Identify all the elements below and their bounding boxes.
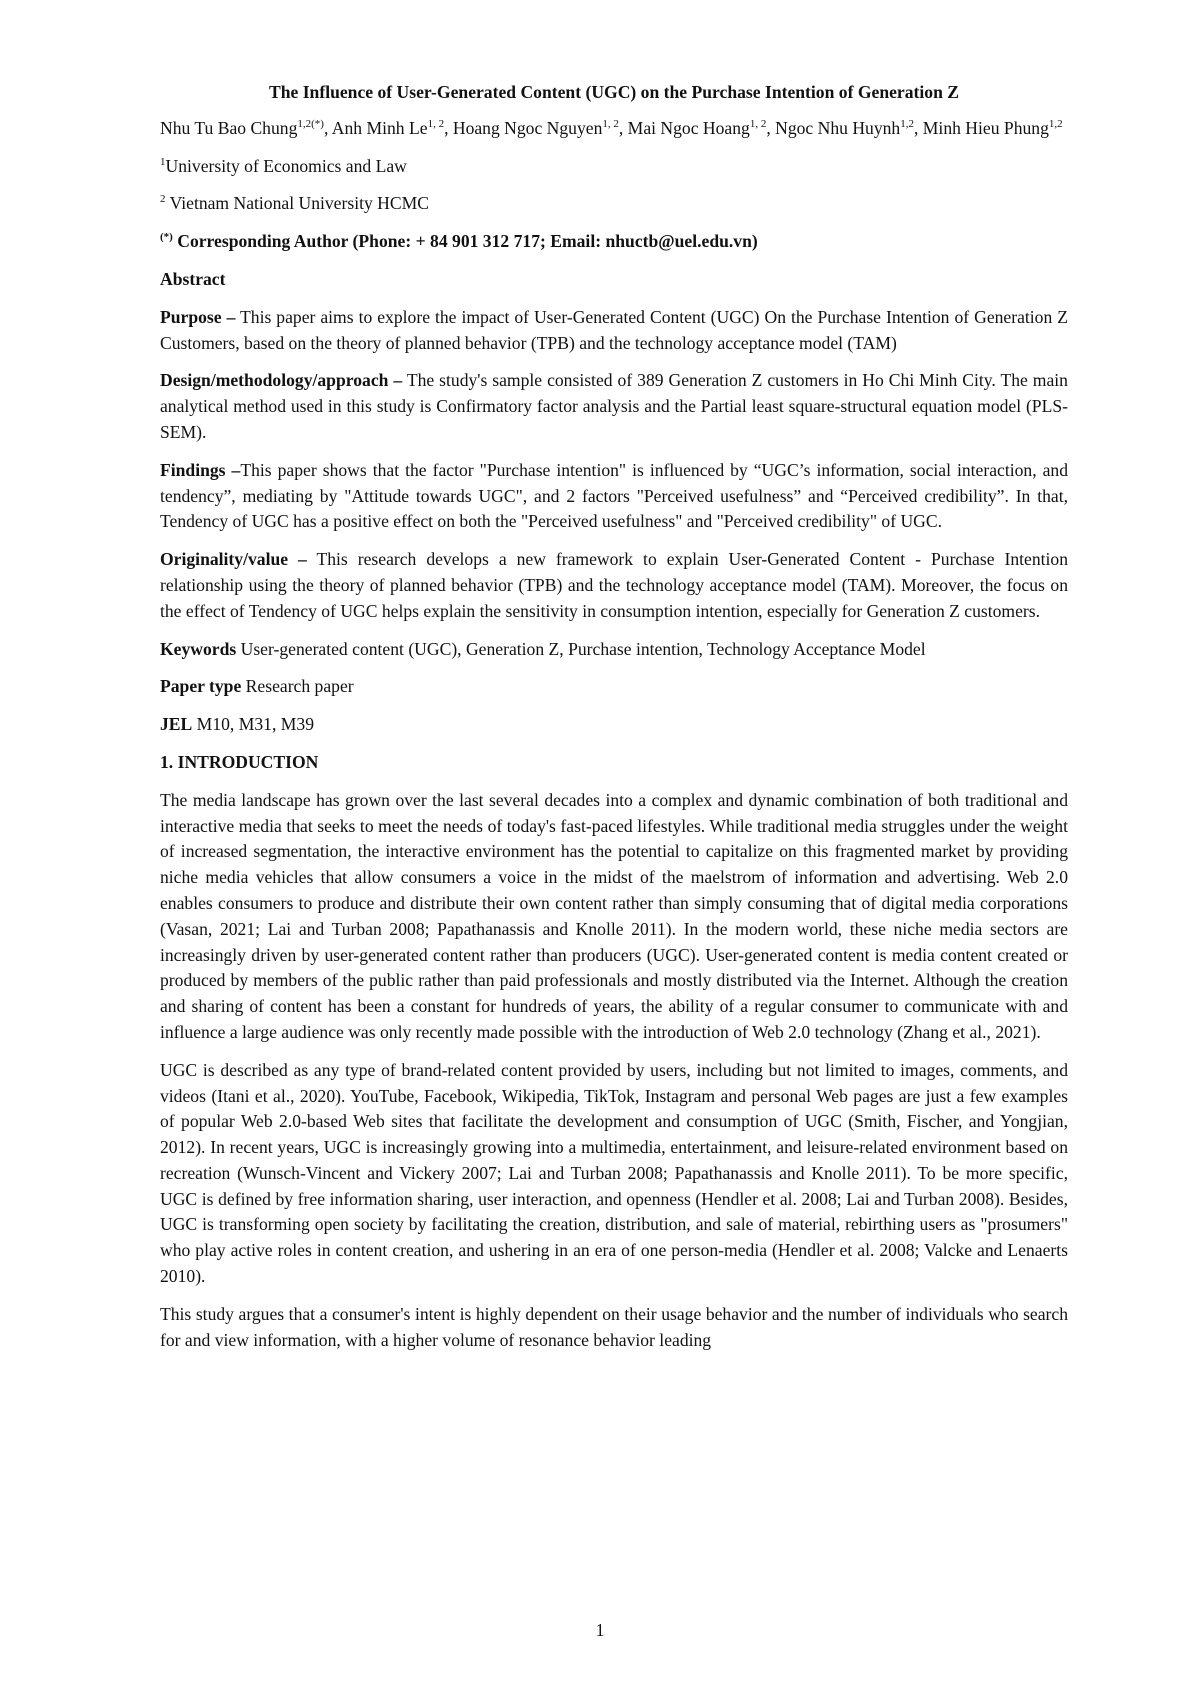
affiliation-mark: 1 xyxy=(160,155,166,168)
originality-label: Originality/value – xyxy=(160,549,307,570)
keywords-label: Keywords xyxy=(160,638,237,659)
author-list: Nhu Tu Bao Chung$^{1,2(*)}$, Anh Minh Le$^{1, 2}$, Hoang Ngoc Nguyen$^{1, 2}$, Mai Ngoc Hoang$^{1, 2}$, Ngoc Nhu Huynh$^{1,2}$, Minh Hieu Phung$^{1,2}$ xyxy=(160,117,1063,138)
author-name: Minh Hieu Phung xyxy=(922,117,1049,138)
section-heading-introduction: 1. INTRODUCTION xyxy=(160,751,319,772)
paper-type-text: Research paper xyxy=(241,676,354,697)
author-name: Mai Ngoc Hoang xyxy=(627,117,750,138)
author-name: Hoang Ngoc Nguyen xyxy=(452,117,603,138)
body-paragraph: UGC is described as any type of brand-related content provided by users, including but not limited to images, comments, and videos (Itani et al., 2020). YouTube, Facebook, Wikipedia, TikTok, Instagram and personal Web pages are just a few examples of popular Web 2.0-based Web sites that facilitate the development and consumption of UGC (Smith, Fischer, and Yongjian, 2012). In recent years, UGC is increasingly growing into a multimedia, entertainment, and leisure-related environment based on recreation (Wunsch-Vincent and Vickery 2007; Lai and Turban 2008; Papathanassis and Knolle 2011). To be more specific, UGC is defined by free information sharing, user interaction, and openness (Hendler et al. 2008; Lai and Turban 2008). Besides, UGC is transforming open society by facilitating the creation, distribution, and sale of material, rebirthing users as "prosumers" who play active roles in content creation, and ushering in an era of one person-media (Hendler et al. 2008; Valcke and Lenaerts 2010). xyxy=(160,1059,1068,1287)
page-number: 1 xyxy=(595,1620,605,1640)
author-affiliation-mark: 1, 2 xyxy=(602,117,619,130)
abstract-keywords xyxy=(160,637,1068,663)
body-paragraph: This study argues that a consumer's intent is highly dependent on their usage behavior and the number of individuals who search for and view information, with a higher volume of resonance behavior leading xyxy=(160,1303,1068,1350)
corresponding-author xyxy=(160,229,1068,255)
author-affiliation-mark: 1,2(*) xyxy=(297,117,324,130)
body-paragraph: The media landscape has grown over the last several decades into a complex and dynamic combination of both traditional and interactive media that seeks to meet the needs of today's fast-paced lifestyles. While traditional media struggles under the weight of increased segmentation, the interactive environment has the potential to capitalize on this fragmented market by providing niche media vehicles that allow consumers a voice in the midst of the maelstrom of information and advertising. Web 2.0 enables consumers to produce and distribute their own content rather than simply consuming that of digital media corporations (Vasan, 2021; Lai and Turban 2008; Papathanassis and Knolle 2011). In the modern world, these niche media sectors are increasingly driven by user-generated content rather than producers (UGC). User-generated content is media content created or produced by members of the public rather than paid professionals and mostly distributed via the Internet. Although the creation and sharing of content has been a constant for hundreds of years, the ability of a regular consumer to communicate with and influence a large audience was only recently made possible with the introduction of Web 2.0 technology (Zhang et al., 2021). xyxy=(160,789,1068,1042)
purpose-text: This paper aims to explore the impact of User-Generated Content (UGC) On the Purchase Intention of Generation Z Customers, based on the theory of planned behavior (TPB) and the technology acceptance model (TAM) xyxy=(160,306,1068,353)
author-name: Ngoc Nhu Huynh xyxy=(775,117,901,138)
design-label: Design/methodology/approach – xyxy=(160,370,403,391)
corresponding-mark: (*) xyxy=(160,231,173,244)
abstract-heading: Abstract xyxy=(160,268,226,289)
paper-title: The Influence of User-Generated Content (UGC) on the Purchase Intention of Generation Z xyxy=(268,82,959,102)
author-affiliation-mark: 1, 2 xyxy=(427,117,445,130)
jel-text: M10, M31, M39 xyxy=(192,714,314,735)
abstract-purpose xyxy=(160,305,1068,357)
abstract-findings xyxy=(160,458,1068,535)
findings-text: This paper shows that the factor "Purchase intention" is influenced by “UGC’s information, social interaction, and tendency”, mediating by "Attitude towards UGC", and 2 factors "Perceived usefulness” and “Perceived credibility”. In that, Tendency of UGC has a positive effect on both the "Perceived usefulness" and "Perceived credibility" of UGC. xyxy=(160,459,1069,532)
keywords-text: User-generated content (UGC), Generation Z, Purchase intention, Technology Acceptance Model xyxy=(236,638,926,659)
affiliation-text: Vietnam National University HCMC xyxy=(169,193,429,214)
affiliation-1 xyxy=(160,154,1068,180)
abstract-paper-type xyxy=(160,674,1068,700)
author-affiliation-mark: 1,2 xyxy=(900,117,914,130)
originality-text: This research develops a new framework to explain User-Generated Content - Purchase Intention relationship using the theory of planned behavior (TPB) and the technology acceptance model (TAM). Moreover, the focus on the effect of Tendency of UGC helps explain the sensitivity in consumption intention, especially for Generation Z customers. xyxy=(160,549,1068,621)
corresponding-text: Corresponding Author (Phone: + 84 901 312 717; Email: nhuctb@uel.edu.vn) xyxy=(177,231,758,252)
abstract-design xyxy=(160,368,1068,445)
author-name: Anh Minh Le xyxy=(331,117,428,138)
findings-label: Findings – xyxy=(160,459,241,480)
author-name: Nhu Tu Bao Chung xyxy=(160,117,298,138)
affiliation-text: University of Economics and Law xyxy=(165,155,407,176)
author-affiliation-mark: 1,2 xyxy=(1048,117,1063,130)
abstract-originality xyxy=(160,547,1068,624)
purpose-label: Purpose – xyxy=(160,306,236,327)
author-affiliation-mark: 1, 2 xyxy=(749,117,767,130)
paper-type-label: Paper type xyxy=(160,676,242,697)
affiliation-2 xyxy=(160,191,1068,217)
design-text: The study's sample consisted of 389 Generation Z customers in Ho Chi Minh City. The main analytical method used in this study is Confirmatory factor analysis and the Partial least square-structural equation model (PLS-SEM). xyxy=(160,370,1068,442)
paper-page xyxy=(160,80,1068,1365)
affiliation-mark: 2 xyxy=(160,193,166,206)
jel-label: JEL xyxy=(160,714,193,735)
abstract-jel xyxy=(160,712,1068,738)
